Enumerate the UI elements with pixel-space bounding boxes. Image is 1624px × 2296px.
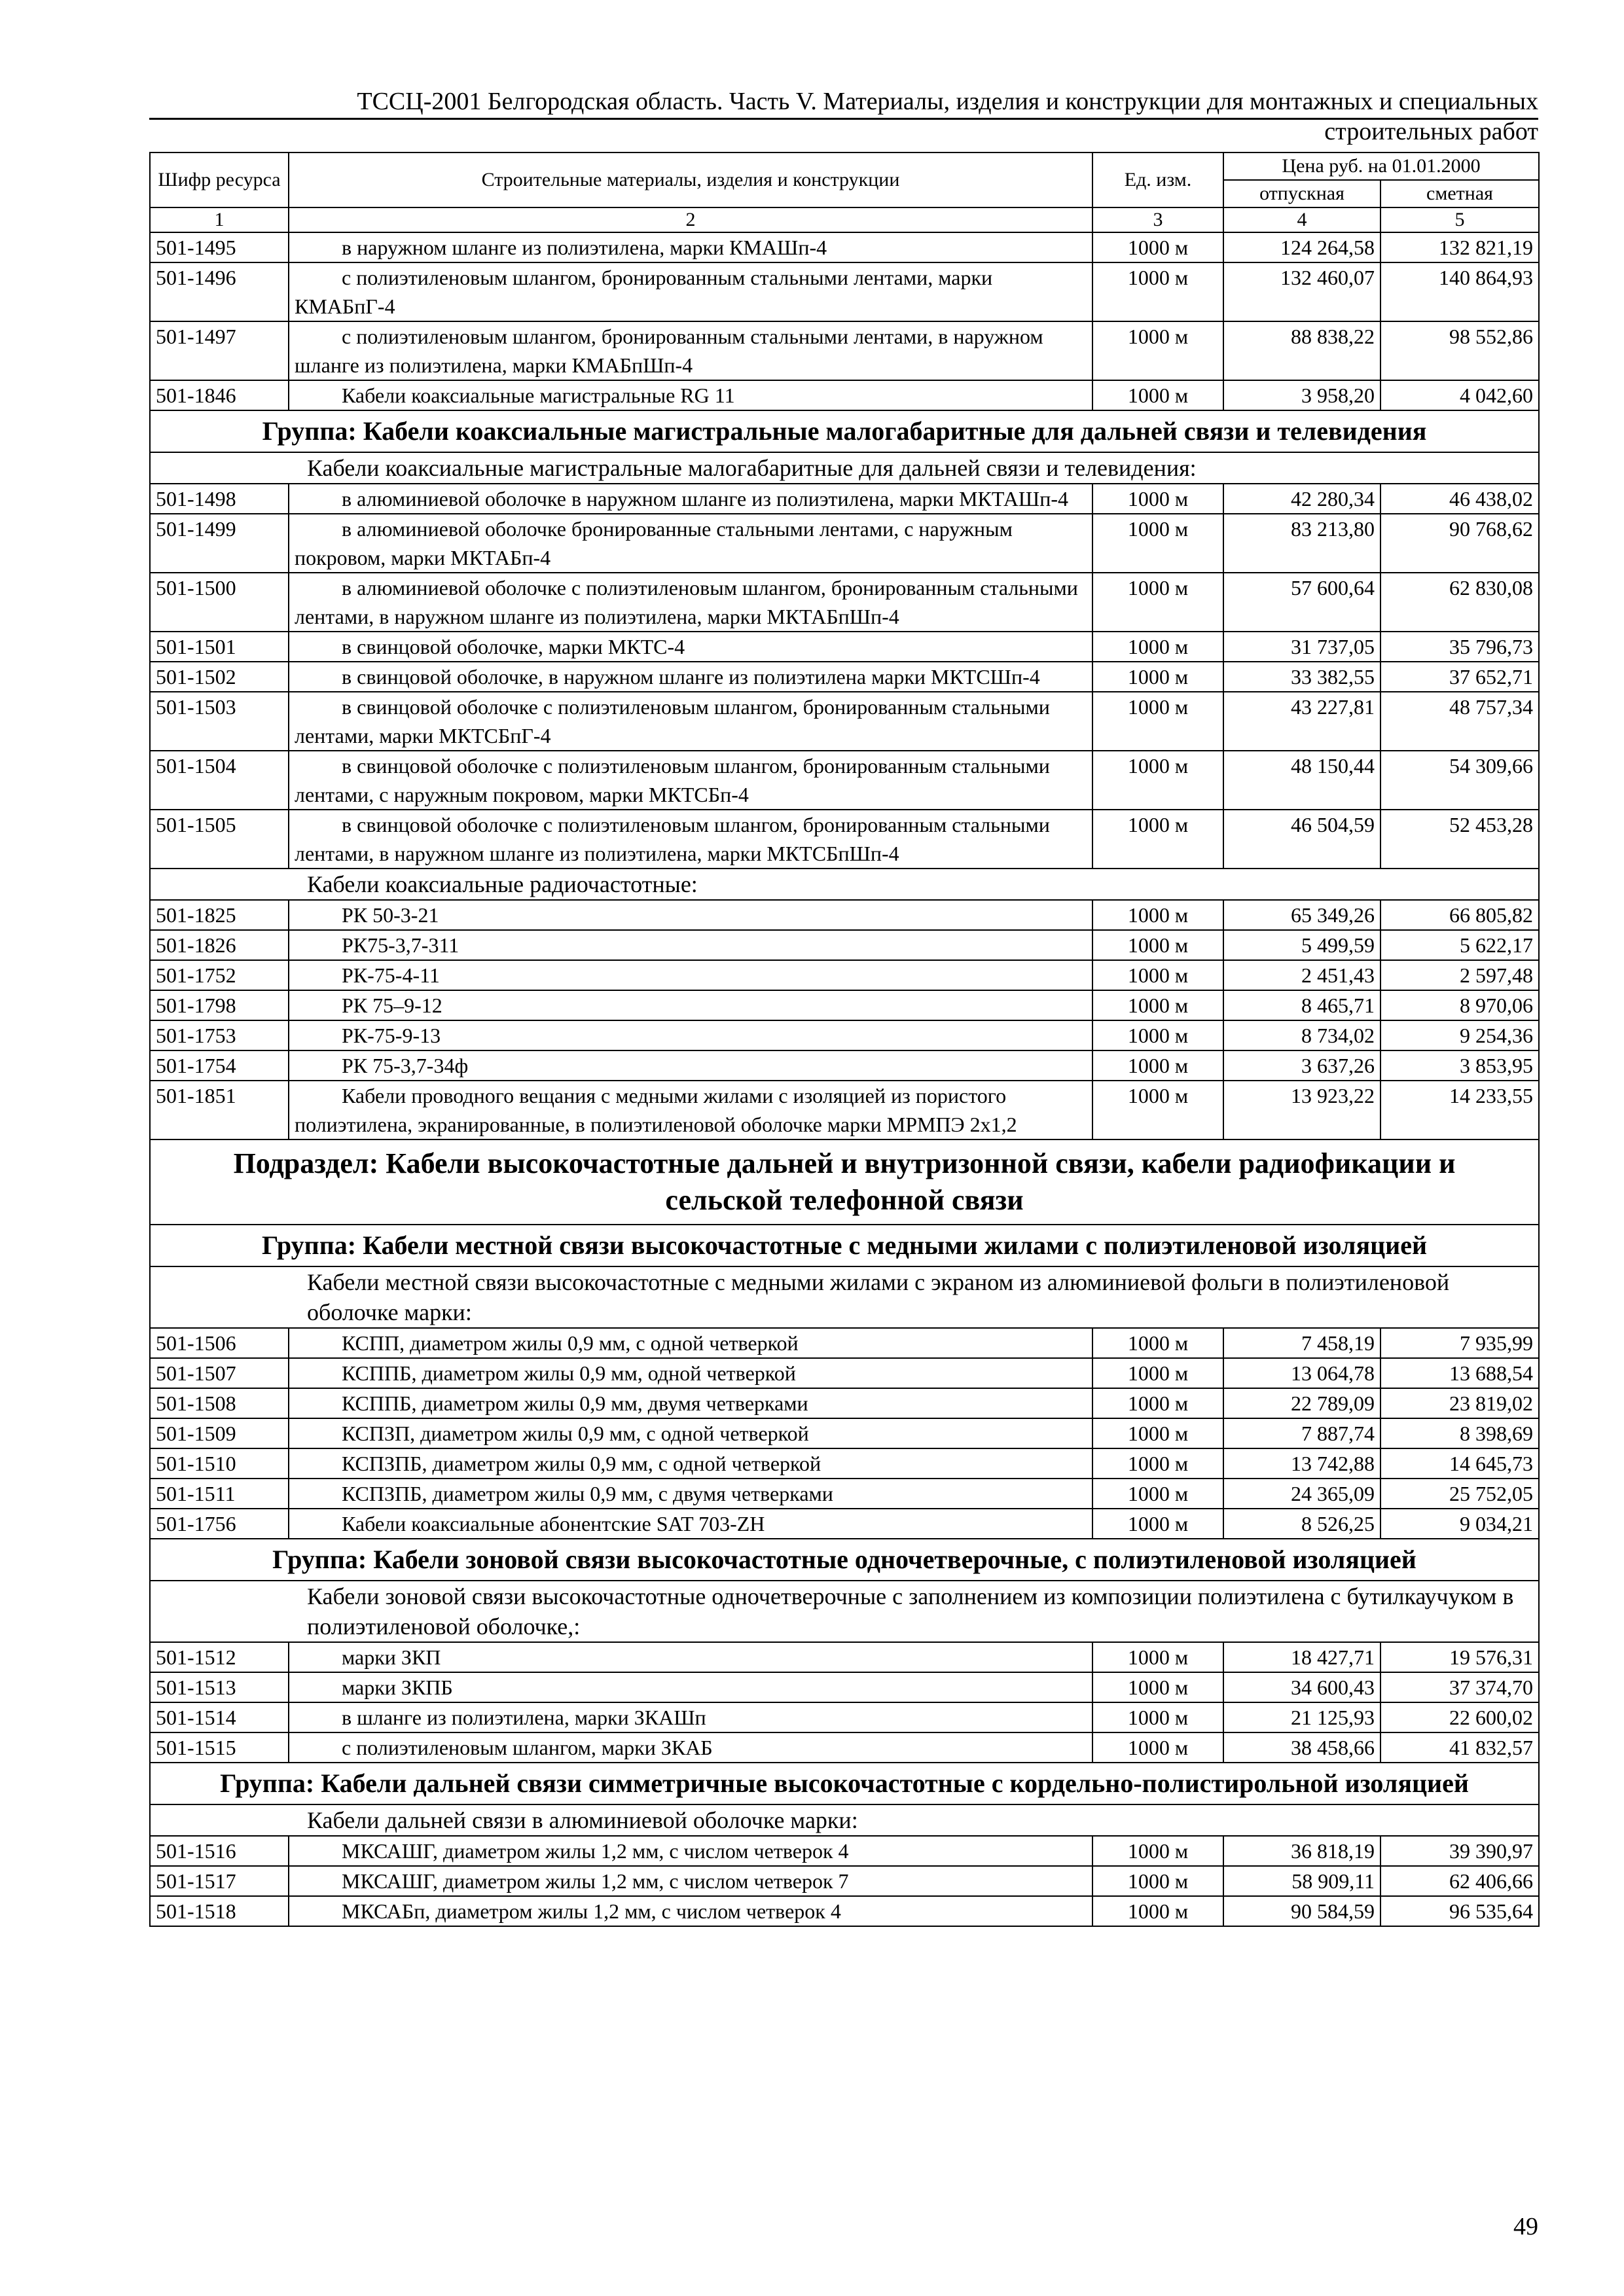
table-row bbox=[150, 380, 1539, 410]
item-name: МКСАШГ, диаметром жилы 1,2 мм, с числом четверок 7 bbox=[289, 1866, 1092, 1896]
unit-of-measure: 1000 м bbox=[1092, 1702, 1223, 1732]
release-price: 90 584,59 bbox=[1223, 1896, 1380, 1926]
group-heading: Группа: Кабели зоновой связи высокочастотные одночетверочные, с полиэтиленовой изоляцией bbox=[150, 1539, 1539, 1581]
item-name: в свинцовой оболочке с полиэтиленовым шлангом, бронированным стальными лентами, марки МКТСБпГ-4 bbox=[289, 692, 1092, 751]
resource-code: 501-1498 bbox=[150, 484, 289, 514]
item-name: с полиэтиленовым шлангом, бронированным стальными лентами, в наружном шланге из полиэтилена, марки КМАБпШп-4 bbox=[289, 321, 1092, 380]
resource-code: 501-1506 bbox=[150, 1328, 289, 1358]
unit-of-measure: 1000 м bbox=[1092, 1509, 1223, 1539]
empty-cell bbox=[150, 1804, 289, 1836]
estimate-price: 8 970,06 bbox=[1380, 990, 1539, 1020]
release-price: 38 458,66 bbox=[1223, 1732, 1380, 1763]
release-price: 13 064,78 bbox=[1223, 1358, 1380, 1388]
intro-text: Кабели коаксиальные радиочастотные: bbox=[289, 869, 1539, 900]
resource-code: 501-1505 bbox=[150, 810, 289, 869]
estimate-price: 39 390,97 bbox=[1380, 1836, 1539, 1866]
table-row bbox=[150, 262, 1539, 321]
table-row bbox=[150, 484, 1539, 514]
release-price: 22 789,09 bbox=[1223, 1388, 1380, 1418]
unit-of-measure: 1000 м bbox=[1092, 900, 1223, 930]
estimate-price: 46 438,02 bbox=[1380, 484, 1539, 514]
release-price: 8 526,25 bbox=[1223, 1509, 1380, 1539]
release-price: 21 125,93 bbox=[1223, 1702, 1380, 1732]
table-row bbox=[150, 960, 1539, 990]
header-rule bbox=[149, 118, 1538, 120]
unit-of-measure: 1000 м bbox=[1092, 930, 1223, 960]
estimate-price: 14 645,73 bbox=[1380, 1448, 1539, 1479]
group-heading-row bbox=[150, 1763, 1539, 1804]
unit-of-measure: 1000 м bbox=[1092, 1896, 1223, 1926]
resource-code: 501-1516 bbox=[150, 1836, 289, 1866]
resource-code: 501-1495 bbox=[150, 232, 289, 262]
unit-of-measure: 1000 м bbox=[1092, 1050, 1223, 1081]
resource-code: 501-1510 bbox=[150, 1448, 289, 1479]
empty-cell bbox=[150, 1581, 289, 1642]
release-price: 13 742,88 bbox=[1223, 1448, 1380, 1479]
item-name: марки ЗКПБ bbox=[289, 1672, 1092, 1702]
col-header-unit: Ед. изм. bbox=[1092, 152, 1223, 207]
resource-code: 501-1499 bbox=[150, 514, 289, 573]
estimate-price: 37 652,71 bbox=[1380, 662, 1539, 692]
estimate-price: 54 309,66 bbox=[1380, 751, 1539, 810]
item-name: в свинцовой оболочке, марки МКТС-4 bbox=[289, 632, 1092, 662]
release-price: 2 451,43 bbox=[1223, 960, 1380, 990]
release-price: 3 958,20 bbox=[1223, 380, 1380, 410]
unit-of-measure: 1000 м bbox=[1092, 960, 1223, 990]
release-price: 7 458,19 bbox=[1223, 1328, 1380, 1358]
release-price: 46 504,59 bbox=[1223, 810, 1380, 869]
unit-of-measure: 1000 м bbox=[1092, 1418, 1223, 1448]
unit-of-measure: 1000 м bbox=[1092, 1081, 1223, 1139]
resource-code: 501-1846 bbox=[150, 380, 289, 410]
release-price: 31 737,05 bbox=[1223, 632, 1380, 662]
estimate-price: 52 453,28 bbox=[1380, 810, 1539, 869]
resource-code: 501-1500 bbox=[150, 573, 289, 632]
estimate-price: 14 233,55 bbox=[1380, 1081, 1539, 1139]
item-name: с полиэтиленовым шлангом, марки ЗКАБ bbox=[289, 1732, 1092, 1763]
estimate-price: 9 034,21 bbox=[1380, 1509, 1539, 1539]
item-name: в свинцовой оболочке, в наружном шланге из полиэтилена марки МКТСШп-4 bbox=[289, 662, 1092, 692]
unit-of-measure: 1000 м bbox=[1092, 1328, 1223, 1358]
table-row bbox=[150, 321, 1539, 380]
resource-code: 501-1507 bbox=[150, 1358, 289, 1388]
intro-text: Кабели дальней связи в алюминиевой оболочке марки: bbox=[289, 1804, 1539, 1836]
group-heading: Группа: Кабели местной связи высокочастотные с медными жилами с полиэтиленовой изоляцией bbox=[150, 1225, 1539, 1266]
estimate-price: 62 830,08 bbox=[1380, 573, 1539, 632]
unit-of-measure: 1000 м bbox=[1092, 573, 1223, 632]
resource-code: 501-1754 bbox=[150, 1050, 289, 1081]
estimate-price: 62 406,66 bbox=[1380, 1866, 1539, 1896]
release-price: 8 465,71 bbox=[1223, 990, 1380, 1020]
intro-row bbox=[150, 452, 1539, 484]
table-row bbox=[150, 1388, 1539, 1418]
table-row bbox=[150, 692, 1539, 751]
release-price: 8 734,02 bbox=[1223, 1020, 1380, 1050]
unit-of-measure: 1000 м bbox=[1092, 1448, 1223, 1479]
unit-of-measure: 1000 м bbox=[1092, 632, 1223, 662]
item-name: с полиэтиленовым шлангом, бронированным стальными лентами, марки КМАБпГ-4 bbox=[289, 262, 1092, 321]
resource-code: 501-1496 bbox=[150, 262, 289, 321]
item-name: марки ЗКП bbox=[289, 1642, 1092, 1672]
group-heading-row bbox=[150, 1225, 1539, 1266]
release-price: 3 637,26 bbox=[1223, 1050, 1380, 1081]
intro-text: Кабели зоновой связи высокочастотные одночетверочные с заполнением из композиции полиэтилена с бутилкаучуком в полиэтиленовой оболочке,: bbox=[289, 1581, 1539, 1642]
item-name: в алюминиевой оболочке в наружном шланге из полиэтилена, марки МКТАШп-4 bbox=[289, 484, 1092, 514]
resource-code: 501-1515 bbox=[150, 1732, 289, 1763]
intro-row bbox=[150, 869, 1539, 900]
empty-cell bbox=[150, 1266, 289, 1328]
estimate-price: 96 535,64 bbox=[1380, 1896, 1539, 1926]
table-row bbox=[150, 632, 1539, 662]
col-header-price: Цена руб. на 01.01.2000 bbox=[1223, 152, 1539, 180]
col-header-release: отпускная bbox=[1223, 180, 1380, 207]
table-row bbox=[150, 930, 1539, 960]
table-row bbox=[150, 1672, 1539, 1702]
unit-of-measure: 1000 м bbox=[1092, 1866, 1223, 1896]
unit-of-measure: 1000 м bbox=[1092, 1479, 1223, 1509]
col-number: 3 bbox=[1092, 207, 1223, 232]
item-name: в алюминиевой оболочке бронированные стальными лентами, с наружным покровом, марки МКТАБп-4 bbox=[289, 514, 1092, 573]
release-price: 5 499,59 bbox=[1223, 930, 1380, 960]
intro-row bbox=[150, 1581, 1539, 1642]
unit-of-measure: 1000 м bbox=[1092, 484, 1223, 514]
item-name: КСПП, диаметром жилы 0,9 мм, с одной четверкой bbox=[289, 1328, 1092, 1358]
resource-code: 501-1798 bbox=[150, 990, 289, 1020]
resource-code: 501-1503 bbox=[150, 692, 289, 751]
unit-of-measure: 1000 м bbox=[1092, 1358, 1223, 1388]
resource-code: 501-1502 bbox=[150, 662, 289, 692]
running-header bbox=[149, 86, 1538, 147]
unit-of-measure: 1000 м bbox=[1092, 810, 1223, 869]
resource-code: 501-1851 bbox=[150, 1081, 289, 1139]
subsection-heading-row bbox=[150, 1139, 1539, 1225]
estimate-price: 2 597,48 bbox=[1380, 960, 1539, 990]
release-price: 36 818,19 bbox=[1223, 1836, 1380, 1866]
resource-code: 501-1508 bbox=[150, 1388, 289, 1418]
page-number: 49 bbox=[1513, 2213, 1538, 2240]
table-row bbox=[150, 1702, 1539, 1732]
estimate-price: 35 796,73 bbox=[1380, 632, 1539, 662]
estimate-price: 7 935,99 bbox=[1380, 1328, 1539, 1358]
table-row bbox=[150, 1509, 1539, 1539]
resource-code: 501-1509 bbox=[150, 1418, 289, 1448]
table-row bbox=[150, 751, 1539, 810]
table-row bbox=[150, 1020, 1539, 1050]
estimate-price: 3 853,95 bbox=[1380, 1050, 1539, 1081]
intro-text: Кабели коаксиальные магистральные малогабаритные для дальней связи и телевидения: bbox=[289, 452, 1539, 484]
table-row bbox=[150, 1448, 1539, 1479]
release-price: 48 150,44 bbox=[1223, 751, 1380, 810]
release-price: 88 838,22 bbox=[1223, 321, 1380, 380]
release-price: 57 600,64 bbox=[1223, 573, 1380, 632]
unit-of-measure: 1000 м bbox=[1092, 751, 1223, 810]
resource-code: 501-1518 bbox=[150, 1896, 289, 1926]
table-row bbox=[150, 1642, 1539, 1672]
release-price: 34 600,43 bbox=[1223, 1672, 1380, 1702]
table-row bbox=[150, 573, 1539, 632]
table-row bbox=[150, 1081, 1539, 1139]
price-table bbox=[149, 152, 1540, 1927]
estimate-price: 4 042,60 bbox=[1380, 380, 1539, 410]
unit-of-measure: 1000 м bbox=[1092, 662, 1223, 692]
estimate-price: 132 821,19 bbox=[1380, 232, 1539, 262]
resource-code: 501-1826 bbox=[150, 930, 289, 960]
item-name: РК-75-4-11 bbox=[289, 960, 1092, 990]
release-price: 7 887,74 bbox=[1223, 1418, 1380, 1448]
unit-of-measure: 1000 м bbox=[1092, 1388, 1223, 1418]
estimate-price: 66 805,82 bbox=[1380, 900, 1539, 930]
group-heading: Группа: Кабели дальней связи симметричные высокочастотные с кордельно-полистирольной изоляцией bbox=[150, 1763, 1539, 1804]
group-heading: Группа: Кабели коаксиальные магистральные малогабаритные для дальней связи и телевидения bbox=[150, 410, 1539, 452]
empty-cell bbox=[150, 452, 289, 484]
item-name: КСПЗП, диаметром жилы 0,9 мм, с одной четверкой bbox=[289, 1418, 1092, 1448]
running-header-line-2: строительных работ bbox=[1324, 118, 1538, 145]
table-row bbox=[150, 1866, 1539, 1896]
intro-row bbox=[150, 1804, 1539, 1836]
item-name: РК 75–9-12 bbox=[289, 990, 1092, 1020]
estimate-price: 98 552,86 bbox=[1380, 321, 1539, 380]
item-name: МКСАБп, диаметром жилы 1,2 мм, с числом четверок 4 bbox=[289, 1896, 1092, 1926]
table-row bbox=[150, 1418, 1539, 1448]
running-header-line-1: ТССЦ-2001 Белгородская область. Часть V. Материалы, изделия и конструкции для монтажных и специальных bbox=[357, 88, 1538, 115]
estimate-price: 8 398,69 bbox=[1380, 1418, 1539, 1448]
unit-of-measure: 1000 м bbox=[1092, 1836, 1223, 1866]
unit-of-measure: 1000 м bbox=[1092, 232, 1223, 262]
release-price: 132 460,07 bbox=[1223, 262, 1380, 321]
item-name: в наружном шланге из полиэтилена, марки КМАШп-4 bbox=[289, 232, 1092, 262]
subsection-heading: Подраздел: Кабели высокочастотные дальней и внутризонной связи, кабели радиофикации и сельской телефонной связи bbox=[150, 1139, 1539, 1225]
unit-of-measure: 1000 м bbox=[1092, 1672, 1223, 1702]
table-row bbox=[150, 1358, 1539, 1388]
item-name: МКСАШГ, диаметром жилы 1,2 мм, с числом четверок 4 bbox=[289, 1836, 1092, 1866]
item-name: КСПЗПБ, диаметром жилы 0,9 мм, с одной четверкой bbox=[289, 1448, 1092, 1479]
intro-text: Кабели местной связи высокочастотные с медными жилами с экраном из алюминиевой фольги в полиэтиленовой оболочке марки: bbox=[289, 1266, 1539, 1328]
item-name: РК75-3,7-311 bbox=[289, 930, 1092, 960]
release-price: 18 427,71 bbox=[1223, 1642, 1380, 1672]
estimate-price: 5 622,17 bbox=[1380, 930, 1539, 960]
col-number: 4 bbox=[1223, 207, 1380, 232]
resource-code: 501-1501 bbox=[150, 632, 289, 662]
estimate-price: 9 254,36 bbox=[1380, 1020, 1539, 1050]
estimate-price: 23 819,02 bbox=[1380, 1388, 1539, 1418]
resource-code: 501-1511 bbox=[150, 1479, 289, 1509]
estimate-price: 41 832,57 bbox=[1380, 1732, 1539, 1763]
resource-code: 501-1504 bbox=[150, 751, 289, 810]
estimate-price: 19 576,31 bbox=[1380, 1642, 1539, 1672]
release-price: 13 923,22 bbox=[1223, 1081, 1380, 1139]
item-name: в свинцовой оболочке с полиэтиленовым шлангом, бронированным стальными лентами, с наружным покровом, марки МКТСБп-4 bbox=[289, 751, 1092, 810]
unit-of-measure: 1000 м bbox=[1092, 321, 1223, 380]
col-number: 2 bbox=[289, 207, 1092, 232]
release-price: 43 227,81 bbox=[1223, 692, 1380, 751]
unit-of-measure: 1000 м bbox=[1092, 1642, 1223, 1672]
col-header-code: Шифр ресурса bbox=[150, 152, 289, 207]
resource-code: 501-1513 bbox=[150, 1672, 289, 1702]
estimate-price: 48 757,34 bbox=[1380, 692, 1539, 751]
resource-code: 501-1514 bbox=[150, 1702, 289, 1732]
unit-of-measure: 1000 м bbox=[1092, 514, 1223, 573]
item-name: КСППБ, диаметром жилы 0,9 мм, одной четверкой bbox=[289, 1358, 1092, 1388]
table-row bbox=[150, 1732, 1539, 1763]
resource-code: 501-1512 bbox=[150, 1642, 289, 1672]
table-row bbox=[150, 662, 1539, 692]
estimate-price: 140 864,93 bbox=[1380, 262, 1539, 321]
resource-code: 501-1517 bbox=[150, 1866, 289, 1896]
resource-code: 501-1756 bbox=[150, 1509, 289, 1539]
estimate-price: 37 374,70 bbox=[1380, 1672, 1539, 1702]
unit-of-measure: 1000 м bbox=[1092, 380, 1223, 410]
unit-of-measure: 1000 м bbox=[1092, 1732, 1223, 1763]
unit-of-measure: 1000 м bbox=[1092, 1020, 1223, 1050]
col-number: 1 bbox=[150, 207, 289, 232]
table-row bbox=[150, 1328, 1539, 1358]
item-name: КСППБ, диаметром жилы 0,9 мм, двумя четверками bbox=[289, 1388, 1092, 1418]
col-header-estimate: сметная bbox=[1380, 180, 1539, 207]
item-name: в шланге из полиэтилена, марки ЗКАШп bbox=[289, 1702, 1092, 1732]
table-row bbox=[150, 232, 1539, 262]
item-name: Кабели коаксиальные магистральные RG 11 bbox=[289, 380, 1092, 410]
table-row bbox=[150, 900, 1539, 930]
table-row bbox=[150, 1836, 1539, 1866]
estimate-price: 25 752,05 bbox=[1380, 1479, 1539, 1509]
resource-code: 501-1825 bbox=[150, 900, 289, 930]
group-heading-row bbox=[150, 410, 1539, 452]
estimate-price: 22 600,02 bbox=[1380, 1702, 1539, 1732]
release-price: 124 264,58 bbox=[1223, 232, 1380, 262]
item-name: РК-75-9-13 bbox=[289, 1020, 1092, 1050]
table-row bbox=[150, 514, 1539, 573]
item-name: РК 75-3,7-34ф bbox=[289, 1050, 1092, 1081]
item-name: в свинцовой оболочке с полиэтиленовым шлангом, бронированным стальными лентами, в наружном шланге из полиэтилена, марки МКТСБпШп-4 bbox=[289, 810, 1092, 869]
item-name: Кабели проводного вещания с медными жилами с изоляцией из пористого полиэтилена, экранированные, в полиэтиленовой оболочке марки МРМПЭ 2х1,2 bbox=[289, 1081, 1092, 1139]
empty-cell bbox=[150, 869, 289, 900]
release-price: 58 909,11 bbox=[1223, 1866, 1380, 1896]
item-name: Кабели коаксиальные абонентские SAT 703-ZH bbox=[289, 1509, 1092, 1539]
item-name: в алюминиевой оболочке с полиэтиленовым шлангом, бронированным стальными лентами, в наружном шланге из полиэтилена, марки МКТАБпШп-4 bbox=[289, 573, 1092, 632]
col-header-name: Строительные материалы, изделия и конструкции bbox=[289, 152, 1092, 207]
table-row bbox=[150, 1050, 1539, 1081]
unit-of-measure: 1000 м bbox=[1092, 990, 1223, 1020]
release-price: 24 365,09 bbox=[1223, 1479, 1380, 1509]
table-row bbox=[150, 810, 1539, 869]
table-row bbox=[150, 1479, 1539, 1509]
table-row bbox=[150, 990, 1539, 1020]
release-price: 65 349,26 bbox=[1223, 900, 1380, 930]
estimate-price: 90 768,62 bbox=[1380, 514, 1539, 573]
unit-of-measure: 1000 м bbox=[1092, 692, 1223, 751]
item-name: РК 50-3-21 bbox=[289, 900, 1092, 930]
resource-code: 501-1752 bbox=[150, 960, 289, 990]
item-name: КСПЗПБ, диаметром жилы 0,9 мм, с двумя четверками bbox=[289, 1479, 1092, 1509]
estimate-price: 13 688,54 bbox=[1380, 1358, 1539, 1388]
table-head bbox=[150, 152, 1539, 232]
release-price: 42 280,34 bbox=[1223, 484, 1380, 514]
resource-code: 501-1497 bbox=[150, 321, 289, 380]
unit-of-measure: 1000 м bbox=[1092, 262, 1223, 321]
release-price: 33 382,55 bbox=[1223, 662, 1380, 692]
col-number: 5 bbox=[1380, 207, 1539, 232]
table-row bbox=[150, 1896, 1539, 1926]
release-price: 83 213,80 bbox=[1223, 514, 1380, 573]
table-body bbox=[150, 232, 1539, 1926]
group-heading-row bbox=[150, 1539, 1539, 1581]
intro-row bbox=[150, 1266, 1539, 1328]
resource-code: 501-1753 bbox=[150, 1020, 289, 1050]
